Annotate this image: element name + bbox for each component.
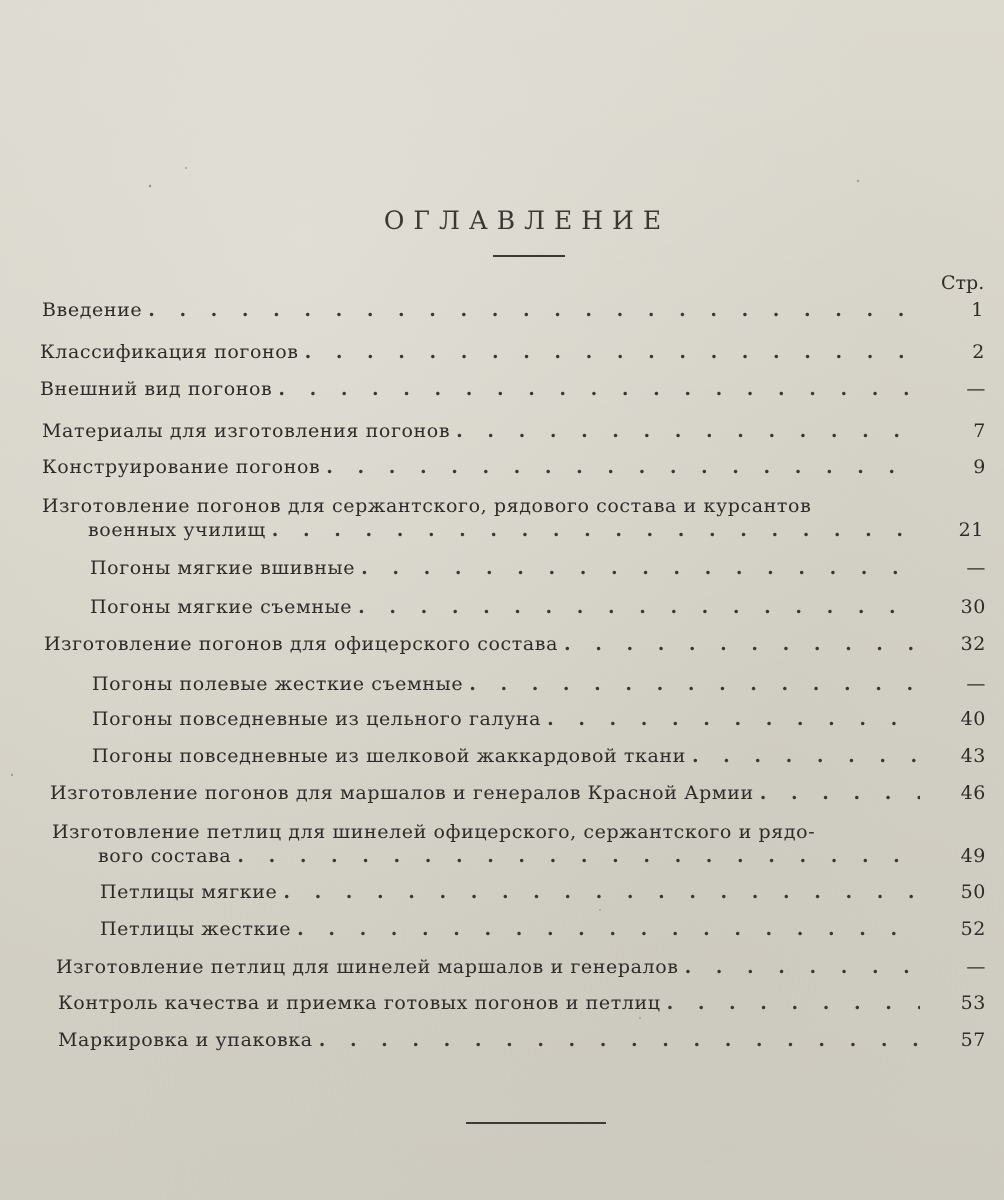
toc-entry <box>58 991 986 1015</box>
toc-entry-page: 43 <box>960 745 986 767</box>
dot-leader <box>237 844 920 868</box>
dot-leader <box>456 419 920 443</box>
toc-entry-page: 32 <box>960 633 986 655</box>
toc-entry <box>50 781 986 805</box>
dot-leader <box>685 955 920 979</box>
dot-leader <box>469 672 920 696</box>
toc-entry-page: 57 <box>960 1029 986 1051</box>
toc-entry <box>56 955 986 979</box>
toc-entry-page: 40 <box>960 708 986 730</box>
toc-entry-page: — <box>966 956 986 978</box>
dot-leader <box>148 298 918 322</box>
toc-entry <box>42 298 984 322</box>
toc-entry-label: Конструирование погонов <box>42 456 321 478</box>
toc-entry <box>92 707 986 731</box>
toc-entry <box>98 844 986 868</box>
toc-entry-page: 7 <box>973 420 986 442</box>
toc-entry-first-line: Изготовление петлиц для шинелей офицерского, сержантского и рядо- <box>52 821 816 843</box>
toc-entry-label: Погоны мягкие съемные <box>90 596 353 618</box>
page-title: ОГЛАВЛЕНИЕ <box>383 206 671 235</box>
toc-entry <box>90 556 986 580</box>
toc-entry-label: вого состава <box>98 845 232 867</box>
toc-entry-label: Петлицы жесткие <box>100 918 292 940</box>
toc-entry-page: 21 <box>958 519 984 541</box>
dot-leader <box>283 880 920 904</box>
dot-leader <box>305 340 919 364</box>
toc-entry-label: Внешний вид погонов <box>40 378 273 400</box>
toc-entry-page: 9 <box>973 456 986 478</box>
toc-entry-page: 53 <box>960 992 986 1014</box>
toc-entry-label: Введение <box>42 299 143 321</box>
toc-entry <box>42 455 986 479</box>
toc-entry-label: Изготовление погонов для офицерского состава <box>44 633 558 655</box>
toc-entry-page: 46 <box>960 782 986 804</box>
toc-entry <box>40 340 985 364</box>
dot-leader <box>361 556 920 580</box>
page-column-header: Стр. <box>941 272 985 294</box>
dot-leader <box>319 1028 920 1052</box>
toc-entry-page: — <box>966 673 986 695</box>
dot-leader <box>760 781 920 805</box>
toc-entry <box>88 518 984 542</box>
toc-entry-label: Петлицы мягкие <box>100 881 278 903</box>
toc-entry-label: Погоны мягкие вшивные <box>90 557 356 579</box>
toc-entry-page: — <box>966 378 986 400</box>
toc-entry <box>100 880 986 904</box>
toc-entry <box>90 595 986 619</box>
toc-entry-label: Материалы для изготовления погонов <box>42 420 451 442</box>
toc-entry-label: Маркировка и упаковка <box>58 1029 313 1051</box>
toc-entry-first-line: Изготовление погонов для сержантского, рядового состава и курсантов <box>42 495 812 517</box>
toc-entry <box>92 744 986 768</box>
dot-leader <box>278 377 920 401</box>
toc-entry <box>44 632 986 656</box>
toc-entry <box>40 377 986 401</box>
dot-leader <box>297 917 920 941</box>
toc-entry-label: Погоны повседневные из шелковой жаккардовой ткани <box>92 745 686 767</box>
bottom-rule <box>466 1122 606 1124</box>
toc-entry <box>42 419 986 443</box>
dot-leader <box>667 991 920 1015</box>
toc-entry-page: 30 <box>960 596 986 618</box>
dot-leader <box>358 595 920 619</box>
toc-entry <box>92 672 986 696</box>
toc-entry-page: 52 <box>960 918 986 940</box>
toc-entry-label: Классификация погонов <box>40 341 299 363</box>
toc-entry-label: Изготовление погонов для маршалов и генералов Красной Армии <box>50 782 754 804</box>
toc-entry-page: — <box>966 557 986 579</box>
toc-entry-label: Погоны повседневные из цельного галуна <box>92 708 542 730</box>
toc-entry-label: Изготовление петлиц для шинелей маршалов и генералов <box>56 956 679 978</box>
toc-entry <box>100 917 986 941</box>
toc-entry <box>58 1028 986 1052</box>
dot-leader <box>564 632 920 656</box>
toc-entry-page: 49 <box>960 845 986 867</box>
toc-entry-page: 1 <box>971 299 984 321</box>
toc-entry-label: Погоны полевые жесткие съемные <box>92 673 464 695</box>
dot-leader <box>326 455 920 479</box>
toc-entry-label: Контроль качества и приемка готовых погонов и петлиц <box>58 992 661 1014</box>
toc-entry-label: военных училищ <box>88 519 266 541</box>
toc-entry-page: 50 <box>960 881 986 903</box>
toc-entry-page: 2 <box>972 341 985 363</box>
dot-leader <box>547 707 920 731</box>
dot-leader <box>692 744 920 768</box>
dot-leader <box>272 518 918 542</box>
